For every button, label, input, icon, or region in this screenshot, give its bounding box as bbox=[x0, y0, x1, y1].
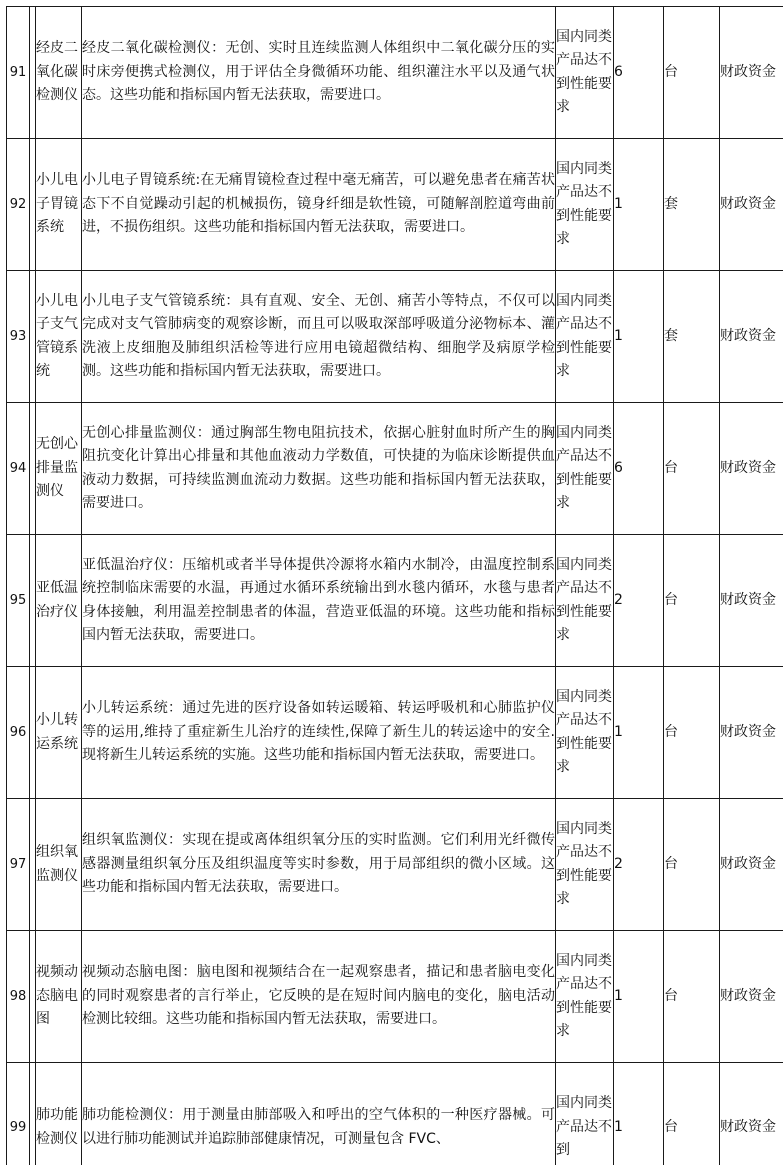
quantity: 2 bbox=[614, 535, 664, 667]
domestic-status: 国内同类产品达不到 bbox=[556, 1063, 614, 1165]
row-number: 98 bbox=[7, 931, 30, 1063]
unit: 台 bbox=[664, 667, 720, 799]
table-row bbox=[7, 799, 783, 931]
row-number: 93 bbox=[7, 271, 30, 403]
row-number: 94 bbox=[7, 403, 30, 535]
domestic-status: 国内同类产品达不到性能要求 bbox=[556, 535, 614, 667]
fund-source: 财政资金 bbox=[720, 535, 783, 667]
table-row bbox=[7, 931, 783, 1063]
quantity: 6 bbox=[614, 7, 664, 139]
equipment-description: 小儿电子胃镜系统:在无痛胃镜检查过程中毫无痛苦，可以避免患者在痛苦状态下不自觉躁动引起的机械损伤，镜身纤细是软性镜，可随解剖腔道弯曲前进，不损伤组织。这些功能和指标国内暂无法获取，需要进口。 bbox=[82, 139, 556, 271]
row-number: 95 bbox=[7, 535, 30, 667]
procurement-table-page bbox=[6, 6, 783, 1165]
equipment-description: 肺功能检测仪：用于测量由肺部吸入和呼出的空气体积的一种医疗器械。可以进行肺功能测试并追踪肺部健康情况，可测量包含 FVC、 bbox=[82, 1063, 556, 1165]
quantity: 6 bbox=[614, 403, 664, 535]
fund-source: 财政资金 bbox=[720, 271, 783, 403]
quantity: 1 bbox=[614, 139, 664, 271]
unit: 套 bbox=[664, 139, 720, 271]
unit: 台 bbox=[664, 1063, 720, 1165]
table-row bbox=[7, 139, 783, 271]
row-number: 99 bbox=[7, 1063, 30, 1165]
fund-source: 财政资金 bbox=[720, 7, 783, 139]
domestic-status: 国内同类产品达不到性能要求 bbox=[556, 931, 614, 1063]
unit: 台 bbox=[664, 403, 720, 535]
equipment-description: 经皮二氧化碳检测仪：无创、实时且连续监测人体组织中二氧化碳分压的实时床旁便携式检测仪，用于评估全身微循环功能、组织灌注水平以及通气状态。这些功能和指标国内暂无法获取，需要进口。 bbox=[82, 7, 556, 139]
equipment-description: 视频动态脑电图：脑电图和视频结合在一起观察患者，描记和患者脑电变化的同时观察患者的言行举止，它反映的是在短时间内脑电的变化，脑电活动检测比较细。这些功能和指标国内暂无法获取，需要进口。 bbox=[82, 931, 556, 1063]
domestic-status: 国内同类产品达不到性能要求 bbox=[556, 139, 614, 271]
row-number: 96 bbox=[7, 667, 30, 799]
domestic-status: 国内同类产品达不到性能要求 bbox=[556, 799, 614, 931]
equipment-name: 无创心排量监测仪 bbox=[36, 403, 82, 535]
unit: 台 bbox=[664, 535, 720, 667]
row-number: 97 bbox=[7, 799, 30, 931]
fund-source: 财政资金 bbox=[720, 403, 783, 535]
fund-source: 财政资金 bbox=[720, 1063, 783, 1165]
table-row bbox=[7, 271, 783, 403]
quantity: 1 bbox=[614, 271, 664, 403]
equipment-name: 小儿电子胃镜系统 bbox=[36, 139, 82, 271]
table-row bbox=[7, 403, 783, 535]
quantity: 2 bbox=[614, 799, 664, 931]
equipment-description: 组织氧监测仪：实现在提或离体组织氧分压的实时监测。它们利用光纤微传感器测量组织氧分压及组织温度等实时参数，用于局部组织的微小区域。这些功能和指标国内暂无法获取，需要进口。 bbox=[82, 799, 556, 931]
equipment-name: 亚低温治疗仪 bbox=[36, 535, 82, 667]
unit: 套 bbox=[664, 271, 720, 403]
equipment-description: 亚低温治疗仪：压缩机或者半导体提供冷源将水箱内水制冷，由温度控制系统控制临床需要的水温，再通过水循环系统输出到水毯内循环，水毯与患者身体接触，利用温差控制患者的体温，营造亚低温的环境。这些功能和指标国内暂无法获取，需要进口。 bbox=[82, 535, 556, 667]
equipment-description: 无创心排量监测仪：通过胸部生物电阻抗技术，依据心脏射血时所产生的胸阻抗变化计算出心排量和其他血液动力学数值，可快捷的为临床诊断提供血液动力数据，可持续监测血流动力数据。这些功能和指标国内暂无法获取，需要进口。 bbox=[82, 403, 556, 535]
table-row bbox=[7, 7, 783, 139]
fund-source: 财政资金 bbox=[720, 931, 783, 1063]
unit: 台 bbox=[664, 7, 720, 139]
table-row bbox=[7, 1063, 783, 1165]
table-row bbox=[7, 535, 783, 667]
equipment-name: 肺功能检测仪 bbox=[36, 1063, 82, 1165]
unit: 台 bbox=[664, 799, 720, 931]
equipment-name: 组织氧监测仪 bbox=[36, 799, 82, 931]
fund-source: 财政资金 bbox=[720, 667, 783, 799]
domestic-status: 国内同类产品达不到性能要求 bbox=[556, 403, 614, 535]
quantity: 1 bbox=[614, 931, 664, 1063]
fund-source: 财政资金 bbox=[720, 139, 783, 271]
domestic-status: 国内同类产品达不到性能要求 bbox=[556, 271, 614, 403]
equipment-description: 小儿电子支气管镜系统：具有直观、安全、无创、痛苦小等特点，不仅可以完成对支气管肺病变的观察诊断，而且可以吸取深部呼吸道分泌物标本、灌洗液上皮细胞及肺组织活检等进行应用电镜超微结构、细胞学及病原学检测。这些功能和指标国内暂无法获取，需要进口。 bbox=[82, 271, 556, 403]
domestic-status: 国内同类产品达不到性能要求 bbox=[556, 7, 614, 139]
row-number: 92 bbox=[7, 139, 30, 271]
table-row bbox=[7, 667, 783, 799]
row-number: 91 bbox=[7, 7, 30, 139]
unit: 台 bbox=[664, 931, 720, 1063]
quantity: 1 bbox=[614, 1063, 664, 1165]
equipment-name: 小儿转运系统 bbox=[36, 667, 82, 799]
equipment-name: 视频动态脑电图 bbox=[36, 931, 82, 1063]
equipment-name: 小儿电子支气管镜系统 bbox=[36, 271, 82, 403]
equipment-name: 经皮二氧化碳检测仪 bbox=[36, 7, 82, 139]
quantity: 1 bbox=[614, 667, 664, 799]
equipment-table bbox=[6, 6, 783, 1165]
equipment-description: 小儿转运系统：通过先进的医疗设备如转运暖箱、转运呼吸机和心肺监护仪等的运用,维持了重症新生儿治疗的连续性,保障了新生儿的转运途中的安全.现将新生儿转运系统的实施。这些功能和指标国内暂无法获取，需要进口。 bbox=[82, 667, 556, 799]
fund-source: 财政资金 bbox=[720, 799, 783, 931]
domestic-status: 国内同类产品达不到性能要求 bbox=[556, 667, 614, 799]
